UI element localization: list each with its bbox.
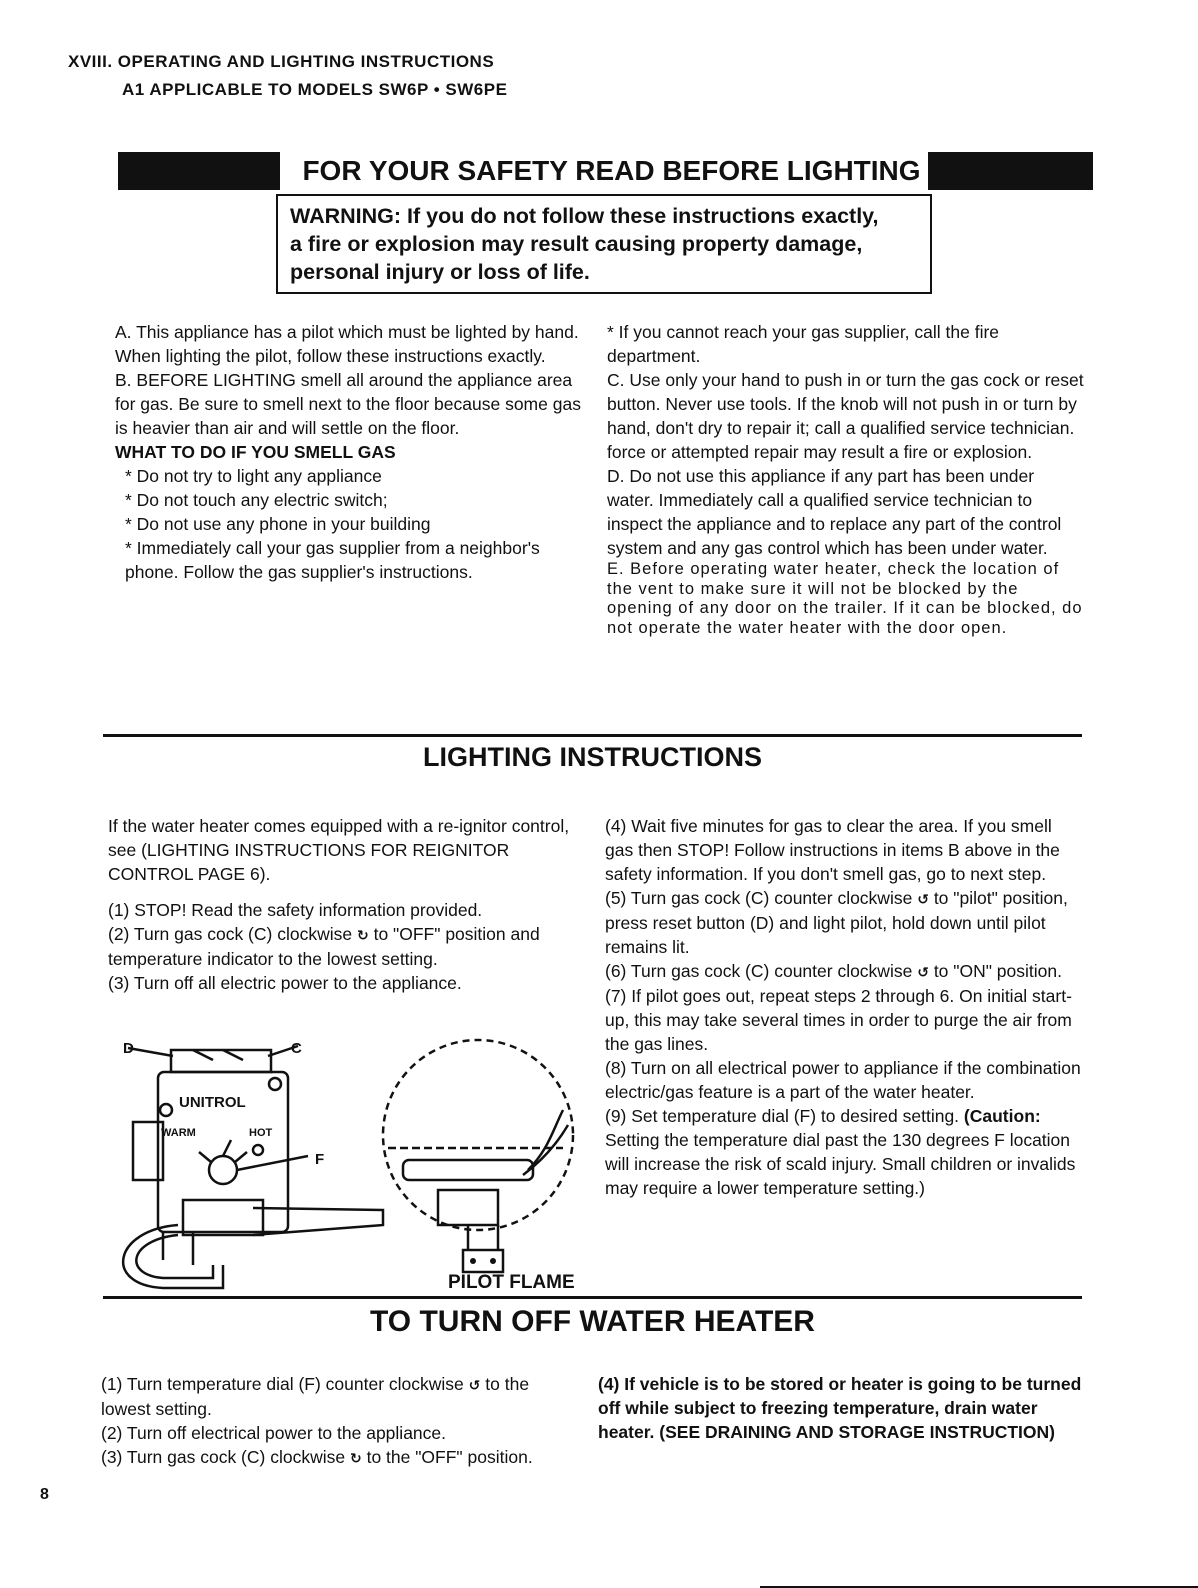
safety-left-column — [115, 320, 585, 584]
step-text: (9) Set temperature dial (F) to desired setting. — [605, 1106, 960, 1126]
step-text: (3) Turn gas cock (C) clockwise — [101, 1447, 346, 1467]
bullet-item: * Do not touch any electric switch; — [125, 490, 388, 510]
lighting-right-column — [605, 814, 1082, 1200]
warning-line: WARNING: If you do not follow these instructions exactly, — [290, 204, 879, 228]
lighting-step-8: (8) Turn on all electrical power to appliance if the combination electric/gas feature is a part of the water heater. — [605, 1058, 1081, 1102]
safety-item-e: E. Before operating water heater, check the location of the vent to make sure it will not be blocked by the opening of any door on the trailer. If it can be blocked, do not operate the water heater with the door open. — [607, 560, 1083, 637]
pilot-flame-label: PILOT FLAME — [448, 1272, 575, 1293]
step-text: to "pilot" position, press reset button (D) and light pilot, hold down until pilot remains lit. — [605, 888, 1068, 957]
bullet-item: * Do not try to light any appliance — [125, 466, 382, 486]
lighting-step-7: (7) If pilot goes out, repeat steps 2 through 6. On initial start-up, this may take several times in order to purge the air from the gas lines. — [605, 986, 1072, 1054]
section-title: XVIII. OPERATING AND LIGHTING INSTRUCTIONS — [68, 52, 495, 71]
valve-brand: UNITROL — [179, 1094, 246, 1111]
turn-off-step-1 — [101, 1372, 581, 1421]
bullet-item: * Do not use any phone in your building — [125, 514, 431, 534]
lighting-intro: If the water heater comes equipped with a re-ignitor control, see (LIGHTING INSTRUCTIONS FOR REIGNITOR CONTROL PAGE 6). — [108, 816, 570, 884]
divider — [103, 734, 1082, 737]
temperature-dial — [209, 1156, 237, 1184]
turn-off-right-column — [598, 1372, 1084, 1444]
clockwise-arrow-icon: ↻ — [349, 1450, 362, 1466]
turn-off-left-column — [101, 1372, 581, 1470]
safety-right-column — [607, 320, 1084, 638]
hot-label: HOT — [249, 1127, 273, 1139]
clockwise-arrow-icon: ↻ — [356, 927, 369, 943]
divider — [103, 1296, 1082, 1299]
turn-off-step-3 — [101, 1445, 581, 1470]
warm-label: WARM — [161, 1127, 196, 1139]
safety-item-a: A. This appliance has a pilot which must be lighted by hand. When lighting the pilot, follow these instructions exactly. — [115, 322, 579, 366]
counter-clockwise-arrow-icon: ↺ — [917, 964, 929, 980]
turn-off-step-2: (2) Turn off electrical power to the appliance. — [101, 1423, 447, 1443]
label-f: F — [315, 1151, 325, 1168]
safety-title: FOR YOUR SAFETY READ BEFORE LIGHTING — [302, 155, 921, 186]
fire-department-note: * If you cannot reach your gas supplier, call the fire department. — [607, 322, 1000, 366]
gas-valve-diagram — [103, 1030, 593, 1295]
lighting-step-6 — [605, 959, 1082, 984]
safety-item-c: C. Use only your hand to push in or turn the gas cock or reset button. Never use tools. If the knob will not push in or turn by hand, don't dry to repair it; call a qualified service technician. force or attempted repair may result a fire or explosion. — [607, 370, 1084, 462]
lighting-heading: LIGHTING INSTRUCTIONS — [423, 742, 762, 772]
pilot-burner — [403, 1160, 533, 1180]
warning-line: personal injury or loss of life. — [290, 260, 590, 284]
what-to-do-heading: WHAT TO DO IF YOU SMELL GAS — [115, 442, 396, 462]
step-text: to "ON" position. — [933, 961, 1062, 981]
step-text: (6) Turn gas cock (C) counter clockwise — [605, 961, 913, 981]
label-c: C — [291, 1040, 302, 1057]
gas-valve-figure — [103, 1030, 593, 1295]
counter-clockwise-arrow-icon: ↺ — [917, 891, 929, 907]
step-text: to the lowest setting. — [101, 1374, 530, 1419]
counter-clockwise-arrow-icon: ↺ — [468, 1377, 481, 1393]
lighting-left-column — [108, 814, 584, 995]
turn-off-step-4: (4) If vehicle is to be stored or heater is going to be turned off while subject to freezing temperature, drain water heater. (SEE DRAINING AND STORAGE INSTRUCTION) — [598, 1374, 1082, 1442]
banner-right-block — [928, 152, 1093, 190]
bullet-item: * Immediately call your gas supplier from a neighbor's phone. Follow the gas supplier's instructions. — [125, 538, 540, 582]
step-text: (5) Turn gas cock (C) counter clockwise — [605, 888, 913, 908]
lighting-step-1: (1) STOP! Read the safety information provided. — [108, 900, 483, 920]
turn-off-heading: TO TURN OFF WATER HEATER — [370, 1305, 815, 1338]
safety-item-d: D. Do not use this appliance if any part has been under water. Immediately call a qualified service technician to inspect the appliance and to replace any part of the control system and any gas control which has been under water. — [607, 466, 1062, 558]
step-text: Setting the temperature dial past the 130 degrees F location will increase the risk of scald injury. Small children or invalids may require a lower temperature setting.) — [605, 1130, 1076, 1198]
safety-item-b: B. BEFORE LIGHTING smell all around the appliance area for gas. Be sure to smell next to the floor because some gas is heavier than air and will settle on the floor. — [115, 370, 581, 438]
safety-banner — [118, 152, 1093, 190]
page-number: 8 — [40, 1486, 49, 1503]
spacer — [108, 886, 584, 898]
warning-box — [276, 194, 932, 294]
lighting-step-3: (3) Turn off all electric power to the appliance. — [108, 973, 462, 993]
warning-line: a fire or explosion may result causing property damage, — [290, 232, 863, 256]
lighting-step-2 — [108, 922, 584, 971]
pilot-base — [463, 1250, 503, 1272]
step-text: to the "OFF" position. — [366, 1447, 533, 1467]
step-text: (2) Turn gas cock (C) clockwise — [108, 924, 353, 944]
lighting-step-9 — [605, 1104, 1082, 1200]
lighting-step-5 — [605, 886, 1082, 959]
lighting-step-4: (4) Wait five minutes for gas to clear the area. If you smell gas then STOP! Follow instructions in items B above in the safety information. If you don't smell gas, go to next step. — [605, 816, 1060, 884]
caution-label: (Caution: — [963, 1106, 1041, 1126]
banner-left-block — [118, 152, 280, 190]
label-d: D — [123, 1040, 134, 1057]
step-text: to "OFF" position and temperature indicator to the lowest setting. — [108, 924, 540, 969]
step-text: (1) Turn temperature dial (F) counter clockwise — [101, 1374, 464, 1394]
pilot-zoom-circle — [383, 1040, 573, 1230]
gas-cock-knob — [171, 1050, 271, 1072]
applicable-models: A1 APPLICABLE TO MODELS SW6P • SW6PE — [122, 80, 508, 99]
